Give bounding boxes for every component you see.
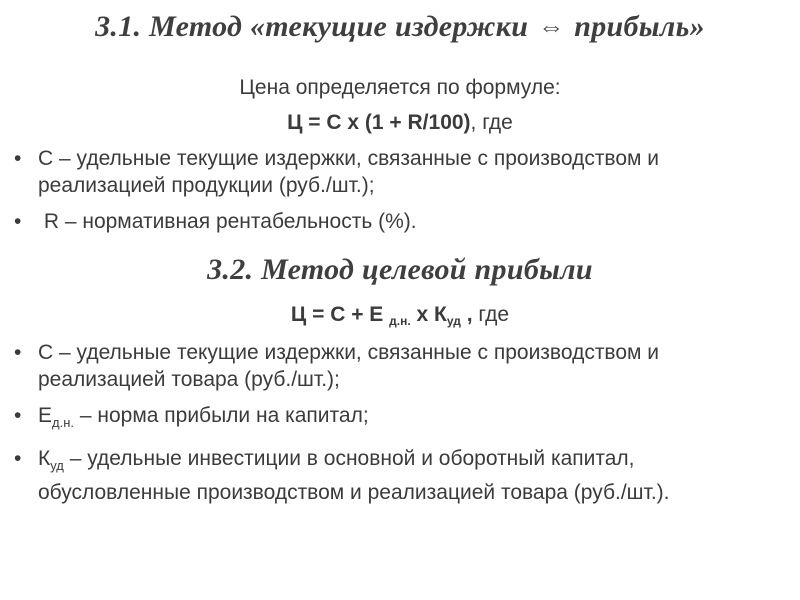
formula-1-tail: , где [470, 111, 513, 134]
list-item [14, 145, 784, 199]
bullet-icon: • [14, 341, 22, 364]
list-item-text: – удельные инвестиции в основной и оборотный капитал, обусловленные производством и реализацией товара (руб./шт.). [38, 447, 670, 504]
formula-2-sub1: д.н. [389, 314, 411, 328]
formula-2-part1: Ц = С + Е [290, 303, 384, 326]
formula-2-part3: , [466, 303, 473, 326]
list-item-text: С – удельные текущие издержки, связанные с производством и реализацией продукции (руб./шт.); [38, 147, 660, 197]
list-item-symbol-sub: д.н. [52, 415, 75, 430]
section2-title: 3.2. Метод целевой прибыли [207, 253, 593, 286]
formula-2 [0, 303, 800, 328]
section1-title-b: прибыль» [574, 10, 705, 43]
formula-intro: Цена определяется по формуле: [239, 76, 561, 99]
bullet-icon: • [14, 447, 22, 470]
formula-1 [0, 111, 800, 135]
formula-2-sub2: уд [446, 314, 461, 328]
bullet-icon: • [14, 210, 22, 233]
bullet-icon: • [14, 404, 22, 427]
bullet-icon: • [14, 147, 22, 170]
list-item-text: – норма прибыли на капитал; [74, 404, 369, 427]
list-item [14, 339, 784, 393]
formula-2-part2: х К [416, 303, 447, 326]
list-item [14, 445, 784, 506]
double-arrow-icon: ⇔ [538, 12, 565, 41]
list-item [14, 208, 784, 235]
list-item-symbol-sub: уд [50, 458, 64, 473]
formula-1-expression: Ц = С х (1 + R/100) [287, 111, 471, 134]
list-item [14, 402, 784, 436]
list-item-text: R – нормативная рентабельность (%). [38, 210, 417, 233]
section2-bullet-list [14, 339, 784, 506]
list-item-symbol: К [38, 447, 51, 470]
list-item-symbol: Е [38, 404, 53, 427]
list-item-text: С – удельные текущие издержки, связанные с производством и реализацией товара (руб./шт.); [38, 341, 660, 391]
section1-title-a: 3.1. Метод «текущие издержки [95, 10, 529, 43]
section1-bullet-list [14, 145, 784, 235]
formula-2-tail: где [472, 303, 510, 326]
section1-title [0, 10, 800, 44]
